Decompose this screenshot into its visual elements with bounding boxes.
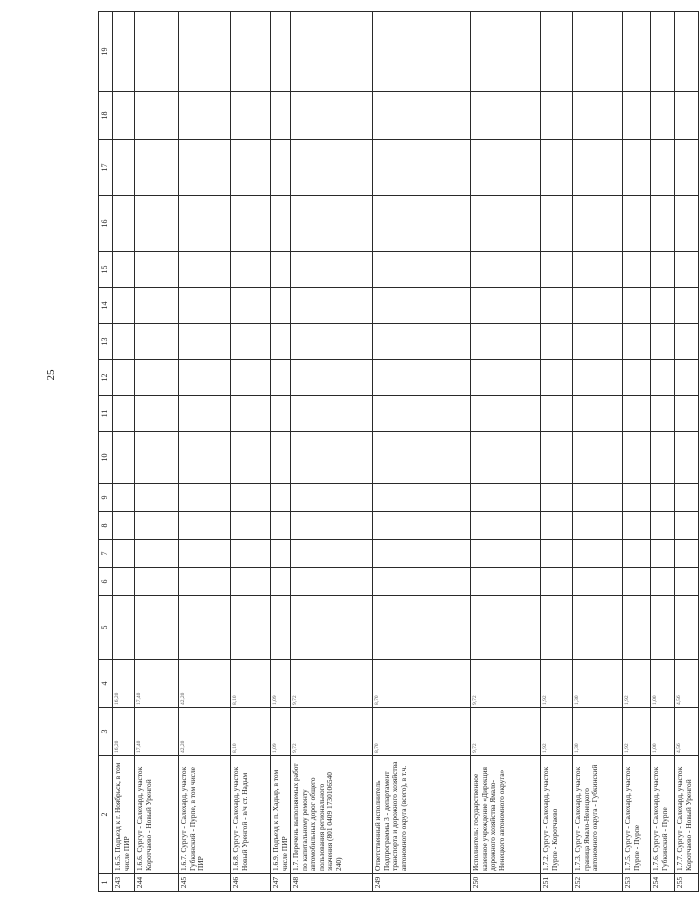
empty-cell [373,252,471,288]
empty-cell [373,12,471,92]
empty-cell [179,288,231,324]
column-number-row [99,12,113,892]
empty-cell [373,512,471,540]
empty-cell [179,360,231,396]
value-cell-col4: 1,92 [623,660,651,708]
empty-cell [291,360,373,396]
value-cell-col3: 8,10 [231,708,271,756]
column-number-cell: 3 [99,708,113,756]
table-row [179,12,231,892]
empty-cell [675,360,699,396]
table-row [271,12,291,892]
empty-cell [573,12,623,92]
empty-cell [573,196,623,252]
empty-cell [179,568,231,596]
empty-cell [113,568,135,596]
table-row [231,12,271,892]
empty-cell [231,196,271,252]
empty-cell [271,568,291,596]
empty-cell [231,568,271,596]
empty-cell [291,92,373,140]
column-number-cell: 6 [99,568,113,596]
column-number-cell: 16 [99,196,113,252]
rotated-table-wrapper [98,12,693,892]
empty-cell [135,540,179,568]
empty-cell [179,140,231,196]
row-number-cell: 245 [179,874,231,892]
empty-cell [651,288,675,324]
empty-cell [623,196,651,252]
row-number-cell: 246 [231,874,271,892]
empty-cell [623,432,651,484]
row-name-cell: 1.7.3. Сургут - Салехард, участок граница Ямало-Ненецкого автономного округа - Губкинский [573,756,623,874]
empty-cell [135,512,179,540]
empty-cell [135,140,179,196]
value-cell-col3: 9,72 [291,708,373,756]
empty-cell [291,512,373,540]
empty-cell [373,196,471,252]
empty-cell [541,324,573,360]
row-name-cell: 1.6.9. Подъезд к п. Хадыр, в том числе ПИР [271,756,291,874]
row-number-cell: 253 [623,874,651,892]
row-number-cell: 243 [113,874,135,892]
empty-cell [623,324,651,360]
empty-cell [135,596,179,660]
empty-cell [623,12,651,92]
empty-cell [113,396,135,432]
table-row [471,12,541,892]
row-number-cell: 249 [373,874,471,892]
empty-cell [623,140,651,196]
empty-cell [675,288,699,324]
empty-cell [541,396,573,432]
empty-cell [541,140,573,196]
empty-cell [573,432,623,484]
empty-cell [271,432,291,484]
empty-cell [651,596,675,660]
empty-cell [573,252,623,288]
empty-cell [675,324,699,360]
value-cell-col4: 1,30 [573,660,623,708]
empty-cell [135,360,179,396]
empty-cell [471,484,541,512]
empty-cell [271,540,291,568]
column-number-cell: 18 [99,92,113,140]
row-name-cell: 1.7.7. Сургут - Салехард, участок Коротчаево - Новый Уренгой [675,756,699,874]
empty-cell [471,12,541,92]
table-row [291,12,373,892]
column-number-cell: 11 [99,396,113,432]
empty-cell [573,92,623,140]
empty-cell [179,396,231,432]
empty-cell [471,140,541,196]
empty-cell [373,324,471,360]
empty-cell [471,288,541,324]
value-cell-col4: 8,70 [373,660,471,708]
empty-cell [231,432,271,484]
empty-cell [675,540,699,568]
empty-cell [291,432,373,484]
empty-cell [471,92,541,140]
empty-cell [471,324,541,360]
empty-cell [651,512,675,540]
empty-cell [373,92,471,140]
empty-cell [373,396,471,432]
empty-cell [651,324,675,360]
empty-cell [291,252,373,288]
row-name-cell: 1.6.5. Подъезд к г. Ноябрьск, в том числе ПИР [113,756,135,874]
value-cell-col4: 1,00 [651,660,675,708]
column-number-cell: 4 [99,660,113,708]
empty-cell [113,484,135,512]
empty-cell [373,540,471,568]
row-number-cell: 254 [651,874,675,892]
empty-cell [291,396,373,432]
value-cell-col3: 4,56 [675,708,699,756]
table-row [541,12,573,892]
empty-cell [675,252,699,288]
empty-cell [541,252,573,288]
value-cell-col4: 1,09 [271,660,291,708]
empty-cell [651,12,675,92]
empty-cell [573,324,623,360]
empty-cell [113,432,135,484]
empty-cell [471,512,541,540]
value-cell-col4: 1,92 [541,660,573,708]
empty-cell [271,512,291,540]
page-number: 25 [45,369,57,381]
row-name-cell: 1.6.7. Сургут - Салехард, участок Губкинский - Пурпе, в том числе ПИР [179,756,231,874]
table-row [373,12,471,892]
value-cell-col3: 42,20 [179,708,231,756]
empty-cell [541,512,573,540]
empty-cell [113,288,135,324]
empty-cell [623,360,651,396]
value-cell-col4: 17,40 [135,660,179,708]
empty-cell [573,540,623,568]
value-cell-col3: 9,72 [471,708,541,756]
row-name-cell: 1.7.6. Сургут - Салехард, участок Губкинский - Пурпе [651,756,675,874]
empty-cell [179,196,231,252]
table-row [113,12,135,892]
empty-cell [179,596,231,660]
empty-cell [675,12,699,92]
empty-cell [623,396,651,432]
row-number-cell: 250 [471,874,541,892]
empty-cell [135,396,179,432]
value-cell-col3: 1,00 [651,708,675,756]
empty-cell [135,432,179,484]
empty-cell [231,12,271,92]
value-cell-col3: 16,20 [113,708,135,756]
empty-cell [651,360,675,396]
row-number-cell: 244 [135,874,179,892]
empty-cell [541,596,573,660]
column-number-cell: 14 [99,288,113,324]
empty-cell [135,568,179,596]
empty-cell [231,324,271,360]
empty-cell [471,596,541,660]
empty-cell [271,324,291,360]
empty-cell [113,360,135,396]
row-number-cell: 255 [675,874,699,892]
empty-cell [651,568,675,596]
empty-cell [675,568,699,596]
empty-cell [113,512,135,540]
empty-cell [231,288,271,324]
empty-cell [651,396,675,432]
column-number-cell: 15 [99,252,113,288]
empty-cell [623,568,651,596]
empty-cell [573,396,623,432]
row-name-cell: 1.6.8. Сургут - Салехард, участок Новый Уренгой - в/ч ст. Надым [231,756,271,874]
empty-cell [573,360,623,396]
table-body [99,12,699,892]
column-number-cell: 17 [99,140,113,196]
empty-cell [113,252,135,288]
empty-cell [471,540,541,568]
empty-cell [291,140,373,196]
empty-cell [373,596,471,660]
empty-cell [573,512,623,540]
empty-cell [135,92,179,140]
column-number-cell: 9 [99,484,113,512]
row-name-cell: Ответственный исполнитель Подпрограммы 3 - департамент транспорта и дорожного хозяйства автономного округа (всего), в т.ч. [373,756,471,874]
empty-cell [271,360,291,396]
value-cell-col3: 1,30 [573,708,623,756]
empty-cell [675,396,699,432]
empty-cell [291,484,373,512]
empty-cell [179,432,231,484]
table-row [675,12,699,892]
empty-cell [179,324,231,360]
empty-cell [135,324,179,360]
empty-cell [541,92,573,140]
empty-cell [623,596,651,660]
column-number-cell: 2 [99,756,113,874]
empty-cell [675,432,699,484]
empty-cell [373,360,471,396]
column-number-cell: 7 [99,540,113,568]
empty-cell [231,140,271,196]
empty-cell [373,140,471,196]
empty-cell [231,360,271,396]
empty-cell [623,252,651,288]
empty-cell [113,92,135,140]
value-cell-col3: 17,40 [135,708,179,756]
empty-cell [179,512,231,540]
value-cell-col3: 1,92 [541,708,573,756]
value-cell-col4: 8,10 [231,660,271,708]
empty-cell [541,196,573,252]
row-name-cell: 1.7. Перечень выполняемых работ по капитальному ремонту автомобильных дорог общего пользования регионального значения (801 0409 1730106540 240) [291,756,373,874]
value-cell-col3: 1,09 [271,708,291,756]
empty-cell [231,396,271,432]
empty-cell [135,484,179,512]
empty-cell [231,512,271,540]
empty-cell [291,12,373,92]
empty-cell [651,432,675,484]
table-row [573,12,623,892]
empty-cell [623,484,651,512]
empty-cell [135,288,179,324]
value-cell-col4: 42,20 [179,660,231,708]
empty-cell [541,432,573,484]
empty-cell [291,540,373,568]
empty-cell [291,288,373,324]
table-row [623,12,651,892]
empty-cell [113,196,135,252]
value-cell-col3: 8,70 [373,708,471,756]
empty-cell [651,196,675,252]
empty-cell [541,12,573,92]
empty-cell [113,596,135,660]
table-row [135,12,179,892]
empty-cell [179,92,231,140]
empty-cell [291,596,373,660]
empty-cell [651,92,675,140]
column-number-cell: 1 [99,874,113,892]
empty-cell [179,252,231,288]
empty-cell [373,568,471,596]
empty-cell [113,324,135,360]
empty-cell [271,288,291,324]
empty-cell [231,484,271,512]
empty-cell [541,288,573,324]
empty-cell [271,252,291,288]
empty-cell [541,568,573,596]
empty-cell [471,568,541,596]
empty-cell [271,12,291,92]
empty-cell [179,484,231,512]
table-row [651,12,675,892]
empty-cell [231,92,271,140]
empty-cell [675,512,699,540]
empty-cell [113,12,135,92]
empty-cell [231,596,271,660]
empty-cell [573,288,623,324]
column-number-cell: 12 [99,360,113,396]
value-cell-col4: 4,56 [675,660,699,708]
column-number-cell: 19 [99,12,113,92]
empty-cell [373,484,471,512]
row-name-cell: Исполнитель: государственное казенное учреждение «Дирекция дорожного хозяйства Ямало-Ненецкого автономного округа» [471,756,541,874]
empty-cell [675,484,699,512]
empty-cell [573,140,623,196]
row-number-cell: 248 [291,874,373,892]
row-number-cell: 251 [541,874,573,892]
empty-cell [623,540,651,568]
row-number-cell: 247 [271,874,291,892]
empty-cell [135,252,179,288]
empty-cell [135,196,179,252]
value-cell-col4: 16,20 [113,660,135,708]
empty-cell [271,140,291,196]
empty-cell [231,540,271,568]
empty-cell [541,540,573,568]
empty-cell [135,12,179,92]
empty-cell [373,288,471,324]
row-name-cell: 1.7.2. Сургут - Салехард, участок Пурпе - Коротчаево [541,756,573,874]
budget-table [98,11,699,892]
empty-cell [623,288,651,324]
empty-cell [651,484,675,512]
column-number-cell: 13 [99,324,113,360]
empty-cell [471,432,541,484]
empty-cell [573,596,623,660]
column-number-cell: 10 [99,432,113,484]
value-cell-col3: 1,92 [623,708,651,756]
empty-cell [291,196,373,252]
empty-cell [541,484,573,512]
value-cell-col4: 9,72 [291,660,373,708]
empty-cell [291,568,373,596]
value-cell-col4: 9,72 [471,660,541,708]
empty-cell [651,140,675,196]
empty-cell [651,252,675,288]
empty-cell [675,596,699,660]
empty-cell [623,512,651,540]
row-number-cell: 252 [573,874,623,892]
empty-cell [675,140,699,196]
empty-cell [651,540,675,568]
empty-cell [179,540,231,568]
column-number-cell: 8 [99,512,113,540]
empty-cell [231,252,271,288]
row-name-cell: 1.6.6. Сургут - Салехард, участок Коротчаево - Новый Уренгой [135,756,179,874]
empty-cell [373,432,471,484]
empty-cell [471,360,541,396]
empty-cell [623,92,651,140]
empty-cell [113,540,135,568]
empty-cell [271,92,291,140]
empty-cell [271,484,291,512]
empty-cell [113,140,135,196]
empty-cell [471,396,541,432]
empty-cell [179,12,231,92]
empty-cell [675,196,699,252]
empty-cell [675,92,699,140]
empty-cell [471,196,541,252]
empty-cell [271,396,291,432]
empty-cell [271,196,291,252]
empty-cell [573,484,623,512]
empty-cell [573,568,623,596]
row-name-cell: 1.7.5. Сургут - Салехард, участок Пурпе - Пурпе [623,756,651,874]
empty-cell [291,324,373,360]
column-number-cell: 5 [99,596,113,660]
empty-cell [471,252,541,288]
empty-cell [271,596,291,660]
empty-cell [541,360,573,396]
